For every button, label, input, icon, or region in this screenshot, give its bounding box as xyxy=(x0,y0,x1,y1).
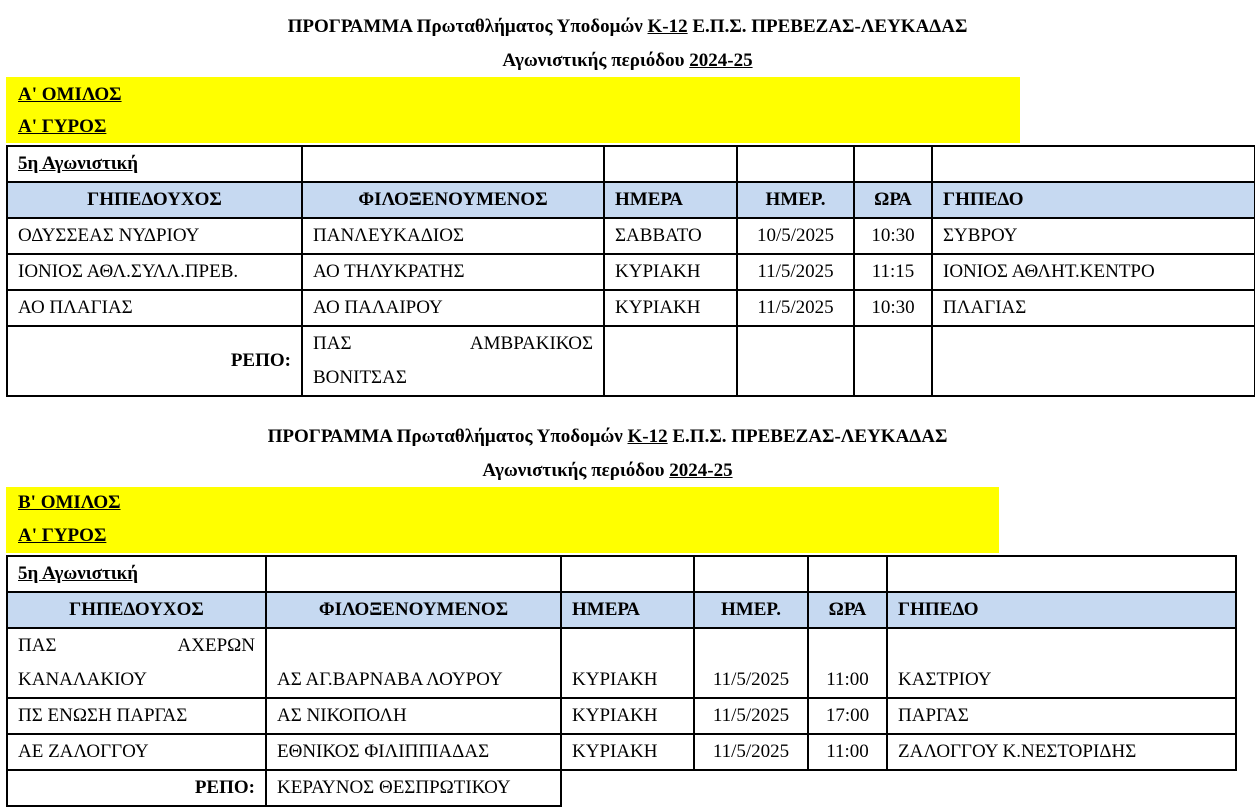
match-day: ΚΥΡΙΑΚΗ xyxy=(561,628,694,698)
section2-season: Αγωνιστικής περιόδου 2024-25 xyxy=(482,460,733,481)
venue: ΣΥΒΡΟΥ xyxy=(932,218,1255,254)
table-row xyxy=(7,218,1255,254)
bye-team: ΠΑΣ ΑΜΒΡΑΚΙΚΟΣ ΒΟΝΙΤΣΑΣ xyxy=(302,326,604,396)
away-team: ΠΑΝΛΕΥΚΑΔΙΟΣ xyxy=(302,218,604,254)
match-time: 17:00 xyxy=(808,698,887,734)
header-row xyxy=(7,182,1255,218)
away-team: ΑΟ ΤΗΛΥΚΡΑΤΗΣ xyxy=(302,254,604,290)
home-team: ΑΟ ΠΛΑΓΙΑΣ xyxy=(7,290,302,326)
match-day: ΚΥΡΙΑΚΗ xyxy=(561,734,694,770)
away-team: ΑΣ ΑΓ.ΒΑΡΝΑΒΑ ΛΟΥΡΟΥ xyxy=(266,628,561,698)
away-team: ΕΘΝΙΚΟΣ ΦΙΛΙΠΠΙΑΔΑΣ xyxy=(266,734,561,770)
col-date: ΗΜΕΡ. xyxy=(694,592,808,628)
match-day: ΚΥΡΙΑΚΗ xyxy=(604,290,737,326)
col-home: ΓΗΠΕΔΟΥΧΟΣ xyxy=(7,182,302,218)
col-time: ΩΡΑ xyxy=(854,182,932,218)
matchday-label: 5η Αγωνιστική xyxy=(7,146,302,182)
col-venue: ΓΗΠΕΔΟ xyxy=(887,592,1236,628)
col-home: ΓΗΠΕΔΟΥΧΟΣ xyxy=(7,592,266,628)
bye-label: ΡΕΠΟ: xyxy=(7,770,266,806)
matchday-row xyxy=(7,556,1236,592)
col-away: ΦΙΛΟΞΕΝΟΥΜΕΝΟΣ xyxy=(302,182,604,218)
section1-group: Α' ΟΜΙΛΟΣ xyxy=(18,84,122,105)
venue: ΚΑΣΤΡΙΟΥ xyxy=(887,628,1236,698)
away-team: ΑΣ ΝΙΚΟΠΟΛΗ xyxy=(266,698,561,734)
section2-group: Β' ΟΜΙΛΟΣ xyxy=(18,492,121,513)
bye-row xyxy=(7,770,1236,806)
section1-season: Αγωνιστικής περιόδου 2024-25 xyxy=(502,50,753,71)
venue: ΠΑΡΓΑΣ xyxy=(887,698,1236,734)
home-team: ΑΕ ΖΑΛΟΓΓΟΥ xyxy=(7,734,266,770)
venue: ΙΟΝΙΟΣ ΑΘΛΗΤ.ΚΕΝΤΡΟ xyxy=(932,254,1255,290)
table-row xyxy=(7,734,1236,770)
section1-schedule-table xyxy=(6,145,1255,397)
match-date: 11/5/2025 xyxy=(694,734,808,770)
match-day: ΣΑΒΒΑΤΟ xyxy=(604,218,737,254)
match-date: 10/5/2025 xyxy=(737,218,854,254)
home-team: ΙΟΝΙΟΣ ΑΘΛ.ΣΥΛΛ.ΠΡΕΒ. xyxy=(7,254,302,290)
match-date: 11/5/2025 xyxy=(694,698,808,734)
match-time: 10:30 xyxy=(854,218,932,254)
section2-schedule-table xyxy=(6,555,1237,807)
matchday-row xyxy=(7,146,1255,182)
home-team: ΠΣ ΕΝΩΣΗ ΠΑΡΓΑΣ xyxy=(7,698,266,734)
home-team: ΠΑΣ ΑΧΕΡΩΝ ΚΑΝΑΛΑΚΙΟΥ xyxy=(7,628,266,698)
matchday-label: 5η Αγωνιστική xyxy=(7,556,266,592)
match-date: 11/5/2025 xyxy=(737,290,854,326)
match-date: 11/5/2025 xyxy=(694,628,808,698)
section1-round: Α' ΓΥΡΟΣ xyxy=(18,116,107,137)
match-day: ΚΥΡΙΑΚΗ xyxy=(604,254,737,290)
col-venue: ΓΗΠΕΔΟ xyxy=(932,182,1255,218)
col-date: ΗΜΕΡ. xyxy=(737,182,854,218)
match-date: 11/5/2025 xyxy=(737,254,854,290)
section2-round: Α' ΓΥΡΟΣ xyxy=(18,525,107,546)
match-time: 10:30 xyxy=(854,290,932,326)
venue: ΠΛΑΓΙΑΣ xyxy=(932,290,1255,326)
match-time: 11:00 xyxy=(808,628,887,698)
col-time: ΩΡΑ xyxy=(808,592,887,628)
away-team: ΑΟ ΠΑΛΑΙΡΟΥ xyxy=(302,290,604,326)
section1-highlight xyxy=(6,77,1020,143)
table-row xyxy=(7,628,1236,698)
section2-title: ΠΡΟΓΡΑΜΜΑ Πρωταθλήματος Υποδομών Κ-12 Ε.Π.Σ. ΠΡΕΒΕΖΑΣ-ΛΕΥΚΑΔΑΣ xyxy=(267,426,948,447)
match-time: 11:15 xyxy=(854,254,932,290)
col-day: ΗΜΕΡΑ xyxy=(561,592,694,628)
home-team: ΟΔΥΣΣΕΑΣ ΝΥΔΡΙΟΥ xyxy=(7,218,302,254)
venue: ΖΑΛΟΓΓΟΥ Κ.ΝΕΣΤΟΡΙΔΗΣ xyxy=(887,734,1236,770)
bye-team: ΚΕΡΑΥΝΟΣ ΘΕΣΠΡΩΤΙΚΟΥ xyxy=(266,770,561,806)
col-day: ΗΜΕΡΑ xyxy=(604,182,737,218)
table-row xyxy=(7,254,1255,290)
section2-highlight xyxy=(6,487,999,553)
table-row xyxy=(7,698,1236,734)
match-day: ΚΥΡΙΑΚΗ xyxy=(561,698,694,734)
bye-row xyxy=(7,326,1255,396)
match-time: 11:00 xyxy=(808,734,887,770)
table-row xyxy=(7,290,1255,326)
header-row xyxy=(7,592,1236,628)
col-away: ΦΙΛΟΞΕΝΟΥΜΕΝΟΣ xyxy=(266,592,561,628)
bye-label: ΡΕΠΟ: xyxy=(7,326,302,396)
section1-title: ΠΡΟΓΡΑΜΜΑ Πρωταθλήματος Υποδομών Κ-12 Ε.Π.Σ. ΠΡΕΒΕΖΑΣ-ΛΕΥΚΑΔΑΣ xyxy=(287,16,968,37)
